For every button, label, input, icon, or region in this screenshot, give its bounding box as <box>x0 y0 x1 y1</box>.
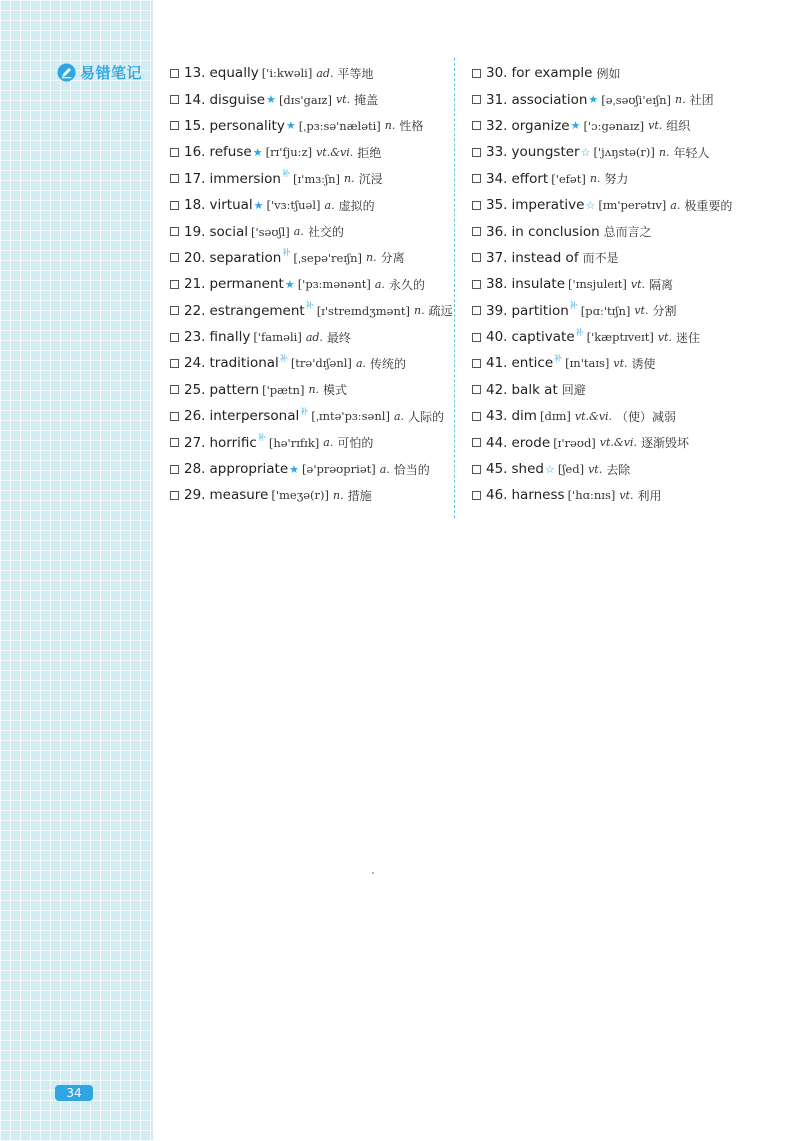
entry-word: organize <box>511 117 570 134</box>
entry-phonetic: [dɪm] <box>539 409 571 424</box>
entry-part-of-speech: n. <box>343 172 355 186</box>
supplement-mark: 补 <box>575 327 584 337</box>
entry-word: permanent <box>209 276 284 293</box>
checkbox[interactable] <box>170 412 179 421</box>
entry-number: 41. <box>486 355 508 372</box>
entry-word: virtual <box>209 197 253 214</box>
entry-number: 31. <box>486 91 508 108</box>
entry-part-of-speech: a. <box>324 198 335 212</box>
entry-number: 42. <box>486 381 508 398</box>
entry-meaning: 分割 <box>652 304 677 319</box>
entry-meaning: 性格 <box>399 119 424 134</box>
entry-meaning: 组织 <box>666 119 691 134</box>
entry-phonetic: ['hɑːnɪs] <box>567 488 616 503</box>
vocab-entry <box>472 377 792 403</box>
entry-phonetic: ['jʌŋstə(r)] <box>593 145 655 160</box>
checkbox[interactable] <box>170 465 179 474</box>
vocab-entry <box>472 482 792 508</box>
entry-phonetic: ['pætn] <box>262 382 305 397</box>
entry-word: personality <box>209 117 285 134</box>
entry-number: 39. <box>486 302 508 319</box>
entry-word: effort <box>511 170 549 187</box>
vocab-entry <box>472 271 792 297</box>
entry-part-of-speech: ad. <box>316 66 334 80</box>
entry-part-of-speech: vt. <box>613 356 628 370</box>
vocab-entry <box>170 60 450 86</box>
entry-phonetic: ['meʒə(r)] <box>271 488 329 503</box>
entry-part-of-speech: n. <box>675 93 686 107</box>
entry-word: social <box>209 223 248 240</box>
star-icon: ★ <box>570 119 581 133</box>
entry-phonetic: ['pɜːmənənt] <box>297 277 371 292</box>
entry-word: insulate <box>511 276 566 293</box>
star-icon: ★ <box>252 145 263 159</box>
entry-number: 26. <box>184 408 206 425</box>
checkbox[interactable] <box>170 253 179 262</box>
entry-number: 20. <box>184 249 206 266</box>
entry-number: 35. <box>486 197 508 214</box>
outline-star-icon: ☆ <box>544 462 555 476</box>
brand-title: 易错笔记 <box>80 63 143 82</box>
entry-word: for example <box>511 65 593 82</box>
vocab-entry <box>170 86 450 112</box>
entry-part-of-speech: n. <box>308 383 320 397</box>
entry-meaning: 逐渐毁坏 <box>640 436 689 451</box>
entry-phonetic: ['faɪnəli] <box>253 330 302 345</box>
entry-meaning: 回避 <box>561 383 586 398</box>
entry-meaning: 社交的 <box>307 225 344 240</box>
entry-phonetic: [ɪ'mɜːʃn] <box>293 171 340 186</box>
vocab-entry <box>472 192 792 218</box>
entry-part-of-speech: vt.&vi. <box>599 436 637 450</box>
entry-meaning: 最终 <box>326 330 351 345</box>
entry-word: refuse <box>209 144 252 161</box>
entry-phonetic: ['iːkwəli] <box>261 66 313 81</box>
entry-phonetic: ['vɜːtʃuəl] <box>266 198 321 213</box>
entry-number: 14. <box>184 91 206 108</box>
entry-part-of-speech: ad. <box>305 330 323 344</box>
entry-meaning: 沉浸 <box>358 172 383 187</box>
checkbox[interactable] <box>170 69 179 78</box>
checkbox[interactable] <box>472 95 481 104</box>
entry-word: finally <box>209 329 251 346</box>
checkbox[interactable] <box>170 201 179 210</box>
vocab-entry <box>170 139 450 165</box>
vocab-entry <box>170 192 450 218</box>
entry-number: 40. <box>486 329 508 346</box>
outline-star-icon: ☆ <box>580 145 591 159</box>
checkbox[interactable] <box>472 438 481 447</box>
star-icon: ★ <box>289 462 300 476</box>
entry-word: horrific <box>209 434 257 451</box>
entry-part-of-speech: n. <box>658 145 670 159</box>
entry-word: interpersonal <box>209 408 300 425</box>
entry-meaning: 传统的 <box>370 356 407 371</box>
entry-phonetic: [ə'prəʊpriət] <box>302 462 376 477</box>
checkbox[interactable] <box>472 174 481 183</box>
star-icon: ★ <box>285 119 296 133</box>
entry-number: 36. <box>486 223 508 240</box>
vocab-entry <box>472 218 792 244</box>
entry-word: equally <box>209 65 259 82</box>
checkbox[interactable] <box>472 69 481 78</box>
entry-number: 24. <box>184 355 206 372</box>
entry-number: 37. <box>486 249 508 266</box>
vocab-entry <box>472 403 792 429</box>
entry-word: disguise <box>209 91 266 108</box>
entry-word: appropriate <box>209 461 289 478</box>
right-column <box>472 60 792 509</box>
entry-meaning: 努力 <box>604 172 629 187</box>
entry-word: in conclusion <box>511 223 600 240</box>
entry-word: erode <box>511 434 551 451</box>
entry-phonetic: [ˌsepə'reɪʃn] <box>293 250 363 265</box>
entry-word: estrangement <box>209 302 305 319</box>
entry-part-of-speech: a. <box>355 356 366 370</box>
entry-number: 33. <box>486 144 508 161</box>
entry-word: separation <box>209 249 282 266</box>
entry-phonetic: [ʃed] <box>557 462 585 477</box>
entry-meaning: 人际的 <box>408 409 445 424</box>
entry-meaning: 模式 <box>323 383 348 398</box>
entry-part-of-speech: vt. <box>588 462 603 476</box>
checkbox[interactable] <box>170 359 179 368</box>
entry-part-of-speech: vt. <box>619 488 634 502</box>
checkbox[interactable] <box>472 148 481 157</box>
checkbox[interactable] <box>170 306 179 315</box>
supplement-mark: 补 <box>305 301 314 311</box>
entry-part-of-speech: vt.&vi. <box>574 409 613 423</box>
checkbox[interactable] <box>472 465 481 474</box>
page-number: 34 <box>55 1085 93 1101</box>
supplement-mark: 补 <box>554 353 563 363</box>
entry-meaning: 恰当的 <box>393 462 430 477</box>
checkbox[interactable] <box>472 333 481 342</box>
vocab-entry <box>170 298 453 324</box>
vocab-entry <box>170 324 450 350</box>
scan-speck <box>372 872 374 874</box>
entry-number: 32. <box>486 117 508 134</box>
entry-phonetic: ['ɪnsjuleɪt] <box>568 277 627 292</box>
entry-meaning: 年轻人 <box>673 145 710 160</box>
checkbox[interactable] <box>170 280 179 289</box>
entry-phonetic: [ˌɪntə'pɜːsənl] <box>311 409 390 424</box>
entry-part-of-speech: vt. <box>630 277 646 291</box>
entry-part-of-speech: a. <box>293 225 304 239</box>
checkbox[interactable] <box>472 491 481 500</box>
entry-phonetic: ['səʊʃl] <box>250 224 290 239</box>
entry-word: traditional <box>209 355 279 372</box>
brand <box>57 61 142 83</box>
entry-meaning: 疏远 <box>428 304 453 319</box>
entry-word: entice <box>511 355 554 372</box>
checkbox[interactable] <box>170 333 179 342</box>
entry-word: measure <box>209 487 269 504</box>
entry-meaning: 利用 <box>637 488 662 503</box>
entry-word: pattern <box>209 381 260 398</box>
checkbox[interactable] <box>472 359 481 368</box>
entry-meaning: 诱使 <box>631 356 656 371</box>
vocab-entry <box>170 377 450 403</box>
vocab-entry <box>472 298 792 324</box>
entry-meaning: 总而言之 <box>603 225 652 240</box>
entry-meaning: 去除 <box>606 462 631 477</box>
entry-meaning: 隔离 <box>649 277 674 292</box>
supplement-mark: 补 <box>300 406 309 416</box>
supplement-mark: 补 <box>282 248 291 258</box>
entry-part-of-speech: vt. <box>335 93 351 107</box>
entry-meaning: 措施 <box>347 488 372 503</box>
entry-phonetic: [ɪ'rəʊd] <box>553 435 596 450</box>
entry-part-of-speech: n. <box>366 251 377 265</box>
entry-number: 28. <box>184 461 206 478</box>
entry-word: captivate <box>511 329 575 346</box>
entry-part-of-speech: vt. <box>648 119 663 133</box>
star-icon: ★ <box>266 93 276 107</box>
entry-part-of-speech: n. <box>333 488 344 502</box>
vocab-entry <box>472 86 792 112</box>
entry-phonetic: ['efət] <box>551 171 586 186</box>
vocab-entry <box>472 60 792 86</box>
entry-meaning: 例如 <box>596 66 621 81</box>
entry-phonetic: [ˌpɜːsə'næləti] <box>298 118 381 133</box>
entry-number: 30. <box>486 65 508 82</box>
entry-word: association <box>511 91 588 108</box>
entry-word: immersion <box>209 170 281 187</box>
entry-number: 15. <box>184 117 206 134</box>
entry-number: 16. <box>184 144 206 161</box>
checkbox[interactable] <box>170 385 179 394</box>
star-icon: ★ <box>284 277 295 291</box>
entry-phonetic: [ɪn'taɪs] <box>565 356 610 371</box>
entry-number: 43. <box>486 408 508 425</box>
entry-phonetic: [rɪ'fjuːz] <box>265 145 313 160</box>
vocab-entry <box>170 403 450 429</box>
vocab-entry <box>170 271 450 297</box>
entry-meaning: 可怕的 <box>337 436 374 451</box>
vocab-entry <box>472 245 792 271</box>
vocab-entry <box>170 350 450 376</box>
entry-number: 23. <box>184 329 206 346</box>
vocab-entry <box>472 113 792 139</box>
checkbox[interactable] <box>170 227 179 236</box>
entry-meaning: 拒绝 <box>357 145 382 160</box>
checkbox[interactable] <box>170 438 179 447</box>
vocab-entry <box>170 166 450 192</box>
entry-part-of-speech: a. <box>379 462 390 476</box>
entry-part-of-speech: vt.&vi. <box>316 145 354 159</box>
entry-phonetic: [hə'rɪfɪk] <box>268 435 320 450</box>
pencil-circle-icon <box>57 63 76 82</box>
entry-meaning: （使）减弱 <box>616 409 677 424</box>
entry-part-of-speech: a. <box>670 198 681 212</box>
entry-number: 46. <box>486 487 508 504</box>
checkbox[interactable] <box>472 280 481 289</box>
sidebar-grid <box>0 0 153 1141</box>
entry-number: 45. <box>486 461 508 478</box>
entry-part-of-speech: n. <box>589 172 601 186</box>
entry-number: 25. <box>184 381 206 398</box>
entry-meaning: 极重要的 <box>684 198 733 213</box>
vocab-entry <box>170 245 450 271</box>
entry-part-of-speech: n. <box>414 304 425 318</box>
entry-part-of-speech: vt. <box>634 304 649 318</box>
star-icon: ★ <box>588 93 599 107</box>
entry-phonetic: [trə'dɪʃənl] <box>290 356 352 371</box>
entry-part-of-speech: a. <box>323 436 334 450</box>
entry-meaning: 虚拟的 <box>338 198 375 213</box>
entry-phonetic: [pɑː'tɪʃn] <box>580 303 631 318</box>
entry-meaning: 掩盖 <box>354 93 379 108</box>
vocab-entry <box>170 429 450 455</box>
entry-word: partition <box>511 302 569 319</box>
entry-meaning: 永久的 <box>388 277 425 292</box>
supplement-mark: 补 <box>257 433 266 443</box>
entry-number: 13. <box>184 65 206 82</box>
entry-phonetic: [əˌsəʊʃi'eɪʃn] <box>601 92 672 107</box>
outline-star-icon: ☆ <box>585 198 596 212</box>
checkbox[interactable] <box>472 201 481 210</box>
entry-number: 17. <box>184 170 206 187</box>
checkbox[interactable] <box>170 148 179 157</box>
checkbox[interactable] <box>472 412 481 421</box>
entry-meaning: 而不是 <box>582 251 619 266</box>
entry-phonetic: ['kæptɪveɪt] <box>586 330 654 345</box>
star-icon: ★ <box>253 198 264 212</box>
vocab-entry <box>472 166 792 192</box>
entry-meaning: 社团 <box>689 93 714 108</box>
entry-word: youngster <box>511 144 580 161</box>
supplement-mark: 补 <box>569 301 578 311</box>
entry-number: 19. <box>184 223 206 240</box>
entry-number: 44. <box>486 434 508 451</box>
entry-part-of-speech: n. <box>384 119 396 133</box>
entry-word: shed <box>511 461 544 478</box>
entry-phonetic: [ɪm'perətɪv] <box>598 198 667 213</box>
entry-number: 29. <box>184 487 206 504</box>
checkbox[interactable] <box>472 227 481 236</box>
entry-word: harness <box>511 487 565 504</box>
vocab-entry <box>472 350 792 376</box>
entry-number: 27. <box>184 434 206 451</box>
entry-number: 22. <box>184 302 206 319</box>
vocab-entry <box>170 482 450 508</box>
supplement-mark: 补 <box>279 353 288 363</box>
checkbox[interactable] <box>472 121 481 130</box>
checkbox[interactable] <box>472 385 481 394</box>
vocab-entry <box>170 218 450 244</box>
checkbox[interactable] <box>170 95 179 104</box>
entry-phonetic: ['ɔːgənaɪz] <box>583 118 645 133</box>
entry-number: 21. <box>184 276 206 293</box>
entry-meaning: 迷住 <box>675 330 700 345</box>
checkbox[interactable] <box>472 306 481 315</box>
entry-phonetic: [dɪs'gaɪz] <box>278 92 332 107</box>
vocab-entry <box>170 456 450 482</box>
vocab-entry <box>472 429 792 455</box>
entry-meaning: 平等地 <box>337 66 374 81</box>
entry-phonetic: [ɪ'streɪndʒmənt] <box>316 303 411 318</box>
entry-word: dim <box>511 408 537 425</box>
checkbox[interactable] <box>170 491 179 500</box>
entry-part-of-speech: a. <box>374 277 385 291</box>
entry-part-of-speech: vt. <box>657 330 672 344</box>
vocab-entry <box>472 324 792 350</box>
column-divider <box>454 58 455 518</box>
entry-word: instead of <box>511 249 579 266</box>
entry-number: 38. <box>486 276 508 293</box>
checkbox[interactable] <box>170 174 179 183</box>
entry-number: 34. <box>486 170 508 187</box>
entry-meaning: 分离 <box>380 251 405 266</box>
entry-part-of-speech: a. <box>393 409 404 423</box>
left-column <box>170 60 453 509</box>
vocab-entry <box>472 139 792 165</box>
entry-number: 18. <box>184 197 206 214</box>
supplement-mark: 补 <box>282 169 290 179</box>
checkbox[interactable] <box>170 121 179 130</box>
vocab-entry <box>472 456 792 482</box>
entry-word: imperative <box>511 197 585 214</box>
checkbox[interactable] <box>472 253 481 262</box>
vocab-entry <box>170 113 450 139</box>
entry-word: balk at <box>511 381 558 398</box>
